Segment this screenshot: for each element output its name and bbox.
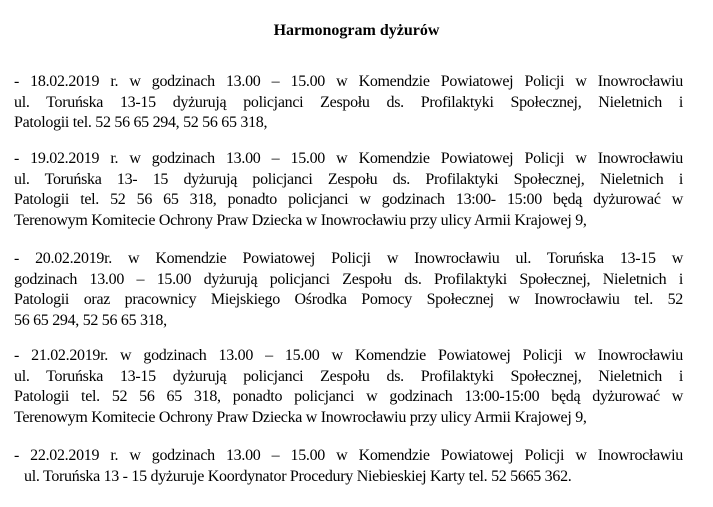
text-line: Patologii tel. 52 56 65 294, 52 56 65 318, (14, 114, 268, 132)
text-line: Terenowym Komitecie Ochrony Praw Dziecka w Inowrocławiu przy ulicy Armii Krajowej 9, (14, 409, 587, 427)
text-line: Terenowym Komitecie Ochrony Praw Dziecka w Inowrocławiu przy ulicy Armii Krajowej 9, (14, 212, 587, 230)
schedule-entry-20-02 (14, 249, 683, 332)
text-line: - 21.02.2019r. w godzinach 13.00 – 15.00 w Komendzie Powiatowej Policji w Inowrocławiu (14, 347, 683, 364)
text-line: ul. Toruńska 13- 15 dyżurują policjanci Zespołu ds. Profilaktyki Społecznej, Nieletnich i (14, 170, 683, 188)
text-line: - 20.02.2019r. w Komendzie Powiatowej Policji w Inowrocławiu ul. Toruńska 13-15 w (14, 250, 683, 267)
text-line: godzinach 13.00 – 15.00 dyżurują policjanci Zespołu ds. Profilaktyki Społecznej, Nieletnich i (14, 270, 683, 288)
text-line: - 22.02.2019 r. w godzinach 13.00 – 15.00 w Komendzie Powiatowej Policji w Inowrocławiu (14, 447, 683, 464)
text-line: Patologii oraz pracownicy Miejskiego Ośrodka Pomocy Społecznej w Inowrocławiu tel. 52 (14, 291, 683, 309)
text-line: - 19.02.2019 r. w godzinach 13.00 – 15.00 w Komendzie Powiatowej Policji w Inowrocławiu (14, 150, 683, 167)
document-title: Harmonogram dyżurów (273, 22, 440, 39)
schedule-entry-18-02 (14, 72, 683, 134)
text-line: ul. Toruńska 13 - 15 dyżuruje Koordynator Procedury Niebieskiej Karty tel. 52 5665 362. (24, 467, 572, 485)
text-line: - 18.02.2019 r. w godzinach 13.00 – 15.00 w Komendzie Powiatowej Policji w Inowrocławiu (14, 73, 683, 90)
text-line: 56 65 294, 52 56 65 318, (14, 312, 167, 330)
text-line: Patologii tel. 52 56 65 318, ponadto policjanci w godzinach 13:00- 15:00 będą dyżurować w (14, 191, 683, 209)
schedule-entry-22-02 (14, 446, 683, 487)
schedule-entry-19-02 (14, 149, 683, 232)
text-line: ul. Toruńska 13-15 dyżurują policjanci Zespołu ds. Profilaktyki Społecznej, Nieletnich i (14, 93, 683, 111)
text-line: ul. Toruńska 13-15 dyżurują policjanci Zespołu ds. Profilaktyki Społecznej, Nieletnich i (14, 367, 683, 385)
text-line: Patologii tel. 52 56 65 318, ponadto policjanci w godzinach 13:00-15:00 będą dyżurować w (14, 388, 683, 406)
schedule-entry-21-02 (14, 346, 683, 429)
